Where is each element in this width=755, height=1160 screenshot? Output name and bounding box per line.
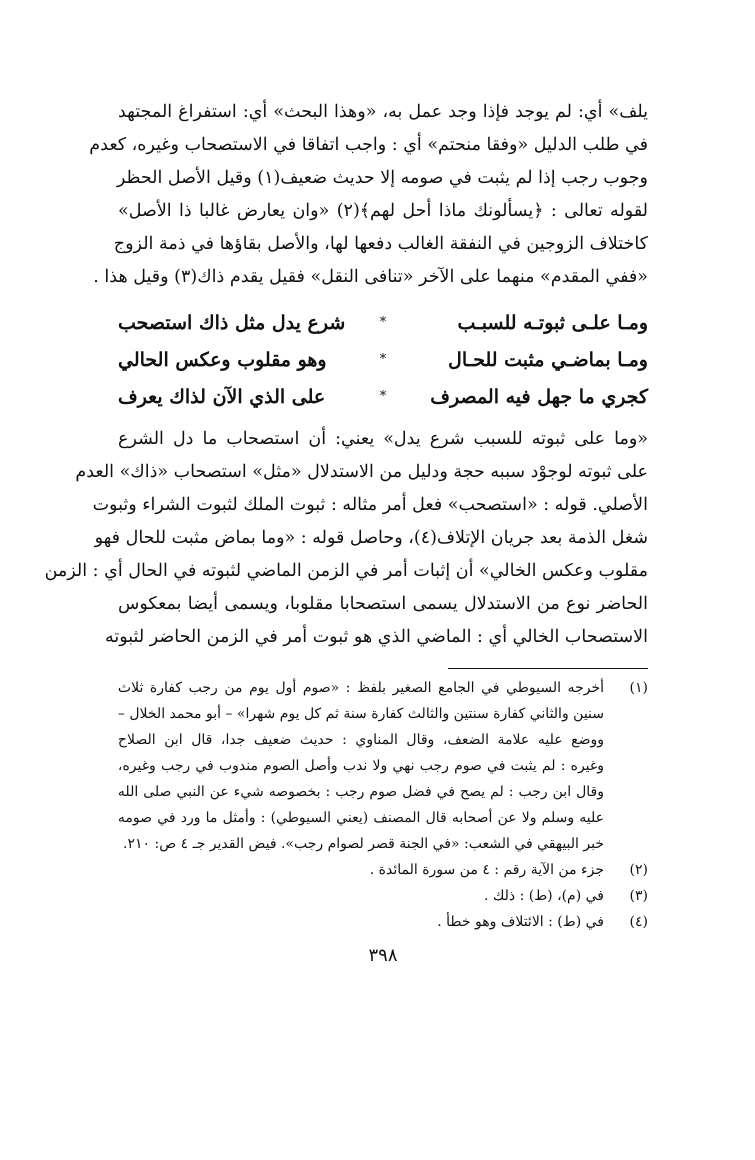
footnote-line: وقال ابن رجب : لم يصح في فضل صوم رجب : بخصوصه شيء عن النبي صلى الله xyxy=(117,784,604,800)
footnote-2 xyxy=(118,857,648,883)
footnote-line: جزء من الآية رقم : ٤ من سورة المائدة . xyxy=(369,862,604,878)
poem-verse xyxy=(118,378,648,415)
text-line: الأصلي. قوله : «استصحب» فعل أمر مثاله : ثبوت الملك لثبوت الشراء وثبوت xyxy=(92,495,648,515)
footnote-line: في (م)، (ط) : ذلك . xyxy=(483,888,604,904)
text-line: «وما على ثبوته للسبب شرع يدل» يعني: أن استصحاب ما دل الشرع xyxy=(118,429,648,449)
star-separator: * xyxy=(379,389,387,404)
footnote-4 xyxy=(118,909,648,935)
text-line: على ثبوته لوجوْد سببه حجة ودليل من الاستدلال «مثل» استصحاب «ذاك» العدم xyxy=(75,462,648,482)
poem-verse xyxy=(118,304,648,341)
text-line: كاختلاف الزوجين في النفقة الغالب دفعها لها، والأصل بقاؤها في ذمة الزوج xyxy=(113,234,648,254)
text-line: في طلب الدليل «وفقا منحتم» أي : واجب اتفاقا في الاستصحاب وغيره، كعدم xyxy=(89,135,648,155)
verse-second-hemistich: وهو مقلوب وعكس الحالي xyxy=(118,348,327,371)
verse-first-hemistich: كجري ما جهل فيه المصرف xyxy=(430,385,648,408)
poem xyxy=(118,304,648,415)
star-separator: * xyxy=(379,352,387,367)
verse-second-hemistich: على الذي الآن لذاك يعرف xyxy=(118,385,326,408)
footnote-line: عليه وسلم ولا عن أصحابه قال المصنف (يعني السيوطي) : وأمثل ما ورد في صومه xyxy=(117,810,604,826)
footnote-number: (١) xyxy=(629,680,648,696)
text-line: شغل الذمة بعد جريان الإتلاف(٤)، وحاصل قوله : «وما بماض مثبت للحال فهو xyxy=(94,528,648,548)
page-number: ٣٩٨ xyxy=(368,945,398,966)
footnote-divider xyxy=(448,668,648,669)
verse-second-hemistich: شرع يدل مثل ذاك استصحب xyxy=(118,311,346,334)
footnote-line: أخرجه السيوطي في الجامع الصغير بلفظ : «صوم أول يوم من رجب كفارة ثلاث xyxy=(117,680,604,696)
text-line: لقوله تعالى : ﴿يسألونك ماذا أحل لهم﴾(٢) «وان يعارض غالبا ذا الأصل» xyxy=(118,201,648,221)
poem-verse xyxy=(118,341,648,378)
footnote-1 xyxy=(118,675,648,857)
main-text-2 xyxy=(44,423,648,654)
footnote-line: سنين والثاني كفارة سنتين والثالث كفارة سنة ثم كل يوم شهرا» – أبو محمد الخلال – xyxy=(117,706,604,722)
text-line: يلف» أي: لم يوجد فإذا وجد عمل به، «وهذا البحث» أي: استفراغ المجتهد xyxy=(118,102,648,122)
text-line: مقلوب وعكس الخالي» أن إثبات أمر في الزمن الماضي لثبوته في الحال أي : الزمن xyxy=(44,561,648,581)
footnote-line: في (ط) : الائتلاف وهو خطأ . xyxy=(437,914,604,930)
text-line: الاستصحاب الخالي أي : الماضي الذي هو ثبوت أمر في الزمن الحاضر لثبوته xyxy=(104,627,648,647)
text-line: الحاضر نوع من الاستدلال يسمى استصحابا مقلوبا، ويسمى أيضا بمعكوس xyxy=(118,594,648,614)
footnote-number: (٤) xyxy=(629,914,648,930)
verse-first-hemistich: ومـا علـى ثبوتـه للسبـب xyxy=(457,311,648,334)
footnote-3 xyxy=(118,883,648,909)
footnote-number: (٣) xyxy=(629,888,648,904)
star-separator: * xyxy=(379,315,387,330)
footnote-number: (٢) xyxy=(629,862,648,878)
verse-first-hemistich: ومـا بماضـي مثبت للحـال xyxy=(448,348,648,371)
footnote-line: خبر البيهقي في الشعب: «في الجنة قصر لصوام رجب». فيض القدير جـ ٤ ص: ٢١٠. xyxy=(123,836,604,852)
main-text xyxy=(89,96,648,294)
text-line: وجوب رجب إذا لم يثبت في صومه إلا حديث ضعيف(١) وقيل الأصل الحظر xyxy=(116,168,648,188)
text-line: «ففي المقدم» منهما على الآخر «تنافى النقل» فقيل يقدم ذاك(٣) وقيل هذا . xyxy=(93,267,648,287)
footnotes xyxy=(118,675,648,935)
footnote-line: ووضع عليه علامة الضعف، وقال المناوي : حديث ضعيف جدا، قال ابن الصلاح xyxy=(117,732,604,748)
footnote-line: وغيره : لم يثبت في صوم رجب نهي ولا ندب وأصل الصوم مندوب في رجب وغيره، xyxy=(117,758,604,774)
page xyxy=(44,96,648,966)
